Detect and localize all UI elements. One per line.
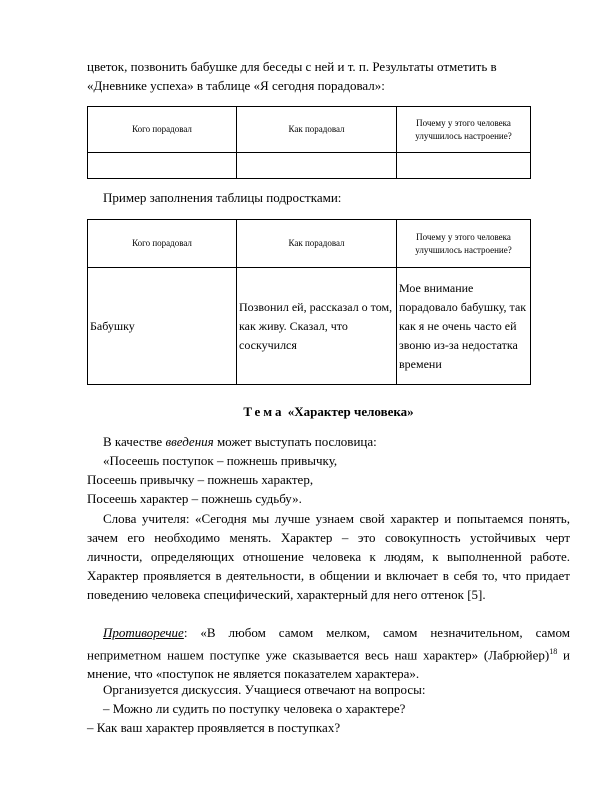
table-header-cell: Кого порадовал — [88, 220, 237, 268]
intro-sentence — [87, 432, 570, 451]
table-header-row — [88, 107, 531, 153]
proverb — [87, 451, 570, 508]
contradiction-label: Противоречие — [103, 625, 184, 640]
questions-list — [87, 699, 570, 737]
table-header-cell: Почему у этого человека улучшилось настроение? — [397, 107, 531, 153]
table-header-cell: Как порадовал — [237, 220, 397, 268]
contradiction-tail: и мнение, что «поступок не является показателем характера». — [87, 647, 570, 682]
table-header-cell: Как порадовал — [237, 107, 397, 153]
intro-paragraph — [87, 57, 570, 95]
table-row — [88, 153, 531, 179]
footnote-marker: 18 — [549, 647, 558, 656]
table-row — [88, 268, 531, 385]
teacher-words-paragraph: Слова учителя: «Сегодня мы лучше узнаем свой характер и попытаемся понять, зачем его необходимо менять. Характер – это совокупность устойчивых черт личности, определяющих отношение человека к людям, к выполненной работе. Характер проявляется в деятельности, в общении и включает в себя то, что придает поведению человека специфический, характерный для него оттенок [5]. — [87, 511, 570, 602]
table-cell — [88, 153, 237, 179]
table-header-row — [88, 220, 531, 268]
topic-prefix: Тема — [243, 404, 285, 419]
table-cell — [397, 153, 531, 179]
intro-sentence-end: может выступать пословица: — [213, 434, 377, 449]
contradiction-paragraph — [87, 623, 570, 683]
intro-line-2: «Дневнике успеха» в таблице «Я сегодня порадовал»: — [87, 78, 385, 93]
intro-sentence-emphasis: введения — [165, 434, 214, 449]
proverb-line: «Посеешь поступок – пожнешь привычку, — [103, 453, 338, 468]
example-caption: Пример заполнения таблицы подростками: — [103, 190, 342, 205]
discussion-paragraph: Организуется дискуссия. Учащиеся отвечают на вопросы: — [103, 682, 426, 697]
table-header-cell: Почему у этого человека улучшилось настроение? — [397, 220, 531, 268]
table-cell: Бабушку — [88, 268, 237, 385]
intro-line-1: цветок, позвонить бабушке для беседы с ней и т. п. Результаты отметить в — [87, 59, 497, 74]
intro-sentence-start: В качестве — [103, 434, 166, 449]
table-header-cell: Кого порадовал — [88, 107, 237, 153]
question-item: – Как ваш характер проявляется в поступках? — [87, 720, 341, 735]
topic-heading — [87, 404, 570, 420]
topic-title: «Характер человека» — [287, 404, 414, 419]
proverb-line: Посеешь привычку – пожнешь характер, — [87, 472, 314, 487]
contradiction-text: : «В любом самом мелком, самом незначительном, самом неприметном нашем поступке уже сказывается весь наш характер» (Лабрюйер) — [87, 625, 570, 663]
success-table-empty — [87, 106, 531, 179]
success-table-example — [87, 219, 531, 385]
table-cell: Позвонил ей, рассказал о том, как живу. Сказал, что соскучился — [237, 268, 397, 385]
table-cell: Мое внимание порадовало бабушку, так как я не очень часто ей звоню из-за недостатка времени — [397, 268, 531, 385]
proverb-line: Посеешь характер – пожнешь судьбу». — [87, 491, 302, 506]
table-cell — [237, 153, 397, 179]
question-item: – Можно ли судить по поступку человека о характере? — [103, 701, 406, 716]
